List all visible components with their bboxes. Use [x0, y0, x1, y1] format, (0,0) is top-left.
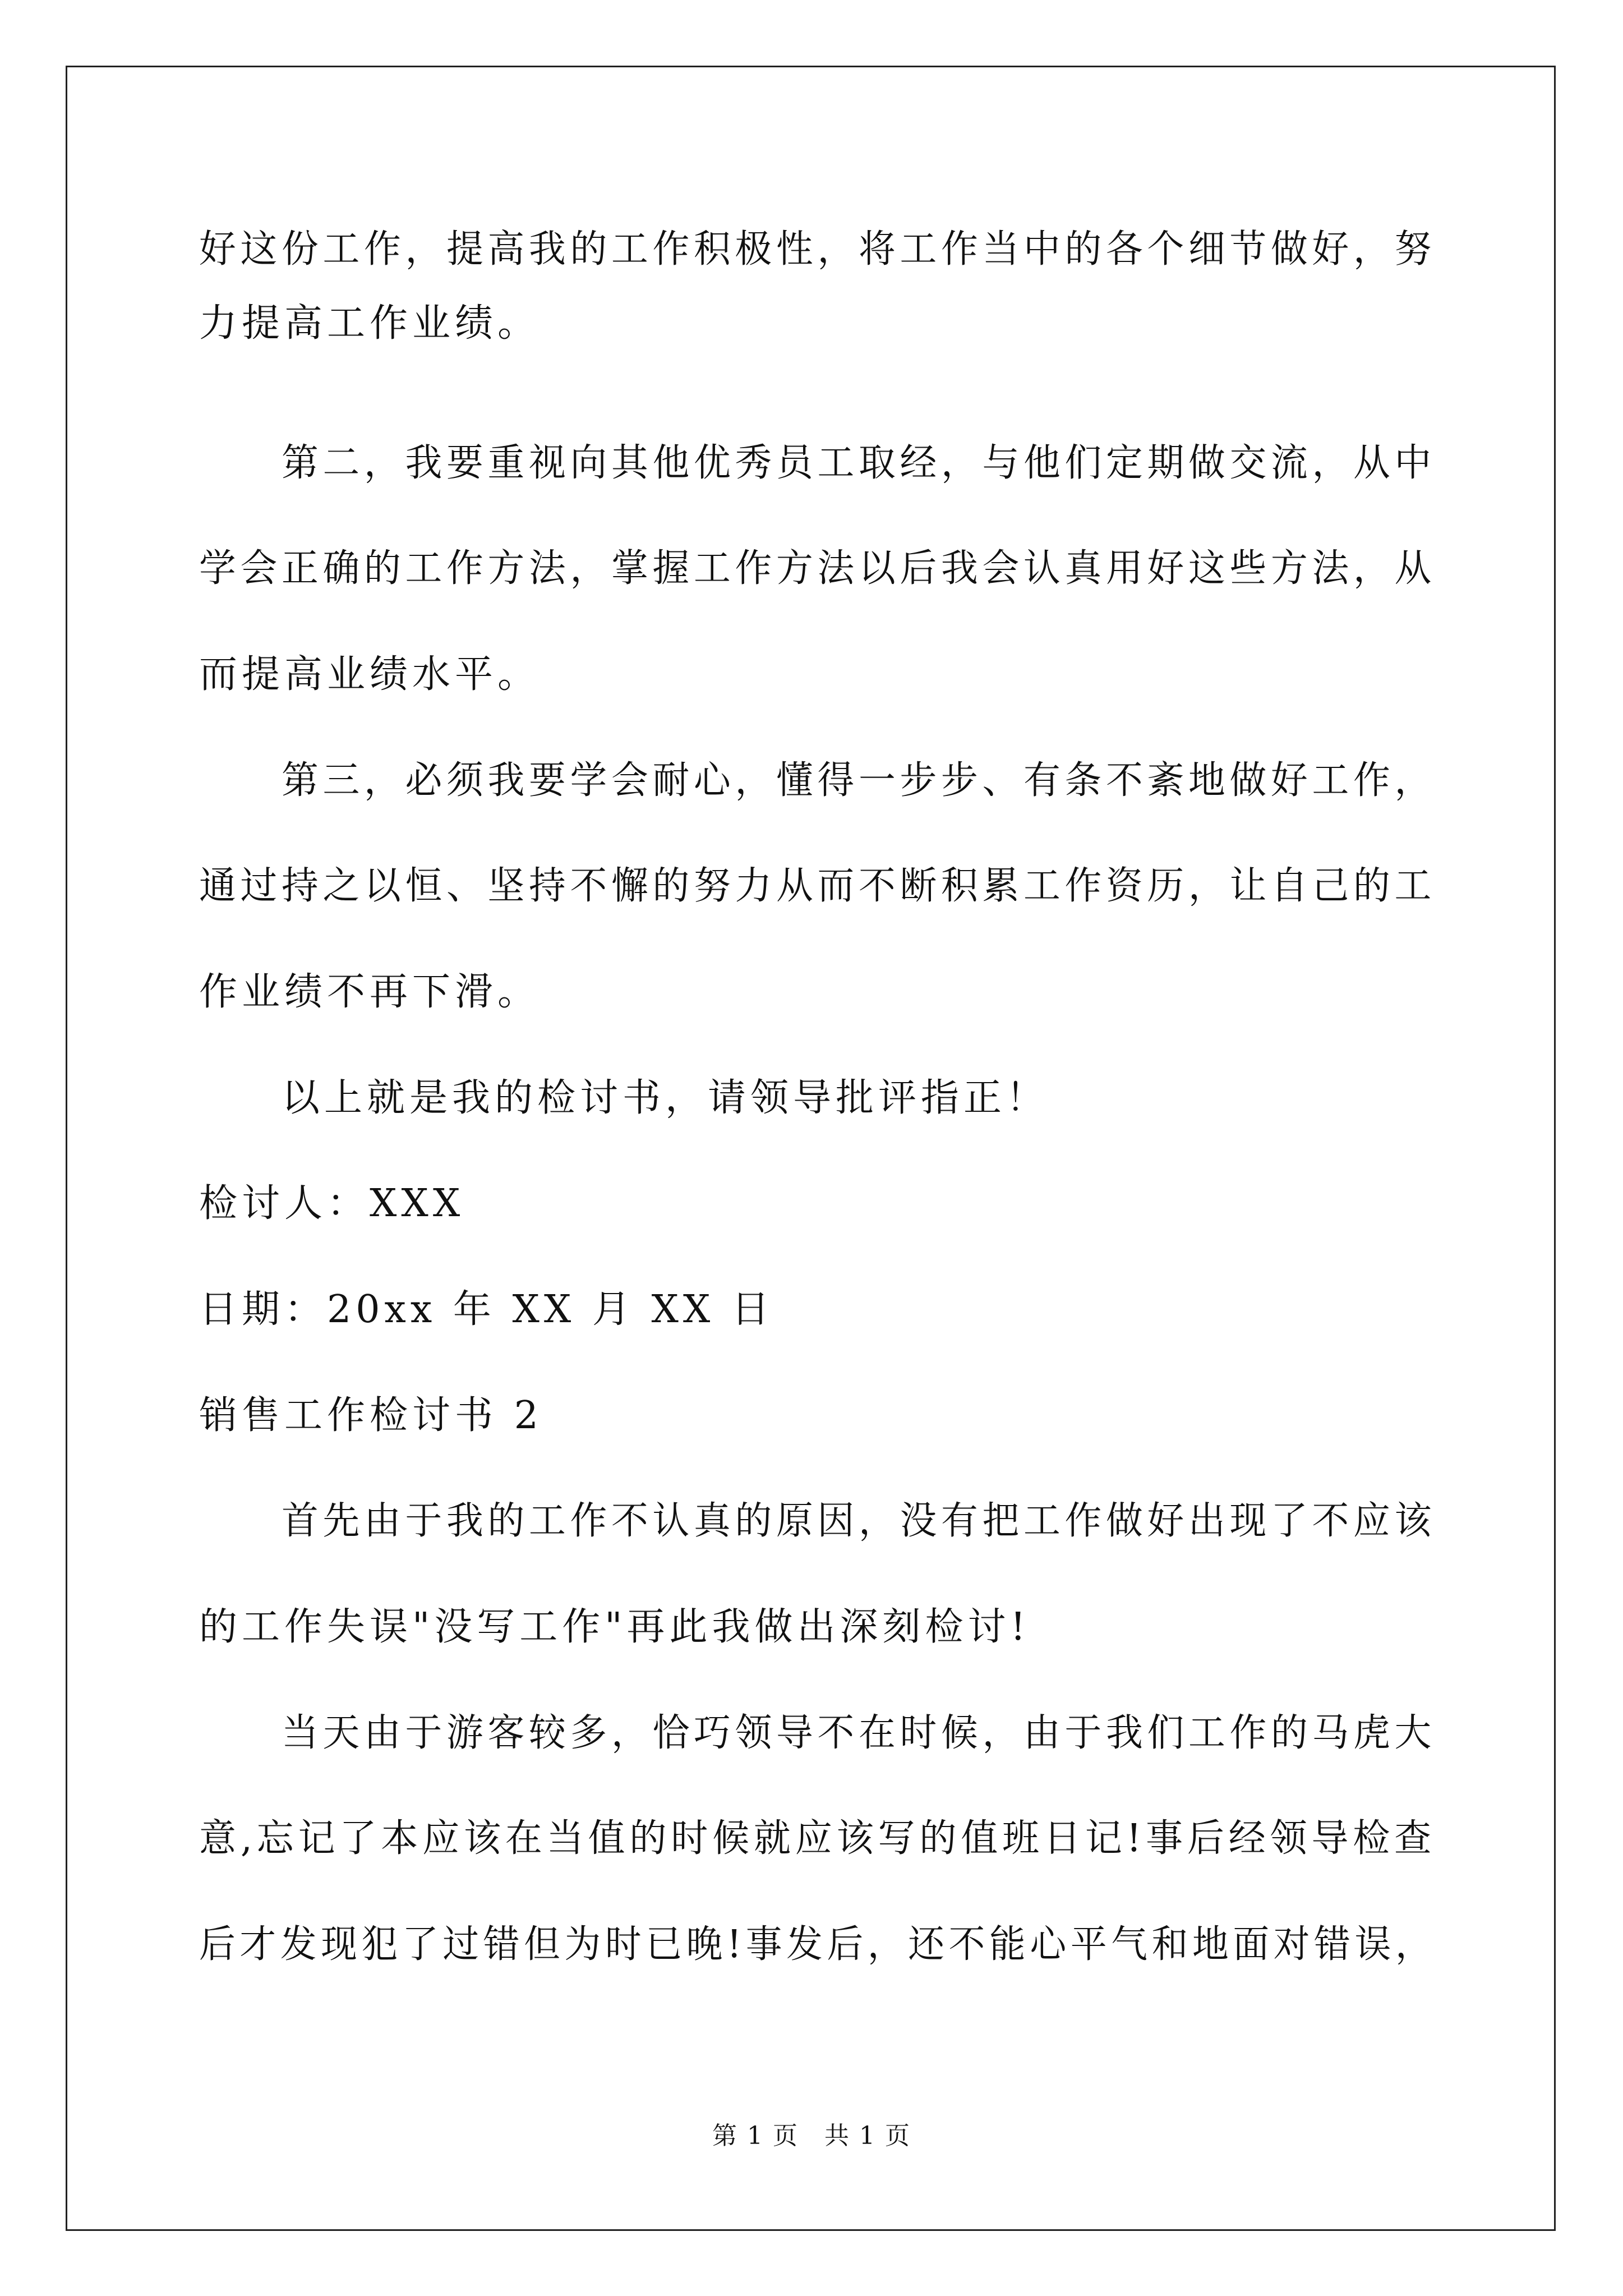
body-line: 力提高工作业绩。	[199, 301, 541, 346]
body-line: 好这份工作，提高我的工作积极性，将工作当中的各个细节做好，努	[199, 227, 1436, 272]
paragraph-start-line: 第二，我要重视向其他优秀员工取经，与他们定期做交流，从中	[282, 441, 1436, 485]
date-line: 日期：20xx 年 XX 月 XX 日	[199, 1287, 774, 1332]
signer-line: 检讨人：XXX	[199, 1181, 465, 1226]
body-line: 作业绩不再下滑。	[199, 970, 541, 1014]
body-line: 后才发现犯了过错但为时已晚!事发后，还不能心平气和地面对错误，	[199, 1922, 1436, 1967]
page-footer: 第 1 页 共 1 页	[712, 2122, 911, 2150]
page-border	[66, 66, 1556, 2231]
body-line: 通过持之以恒、坚持不懈的努力从而不断积累工作资历，让自己的工	[199, 864, 1436, 908]
body-line: 学会正确的工作方法，掌握工作方法以后我会认真用好这些方法，从	[199, 546, 1436, 591]
paragraph-start-line: 以上就是我的检讨书，请领导批评指正！	[282, 1076, 1049, 1120]
body-line: 的工作失误"没写工作"再此我做出深刻检讨!	[199, 1605, 1030, 1649]
body-line: 而提高业绩水平。	[199, 652, 541, 697]
paragraph-start-line: 首先由于我的工作不认真的原因，没有把工作做好出现了不应该	[282, 1499, 1436, 1543]
section-title: 销售工作检讨书 2	[199, 1393, 543, 1438]
body-line: 意,忘记了本应该在当值的时候就应该写的值班日记!事后经领导检查	[199, 1816, 1436, 1861]
paragraph-start-line: 第三，必须我要学会耐心，懂得一步步、有条不紊地做好工作，	[282, 758, 1436, 803]
paragraph-start-line: 当天由于游客较多，恰巧领导不在时候，由于我们工作的马虎大	[282, 1711, 1436, 1755]
